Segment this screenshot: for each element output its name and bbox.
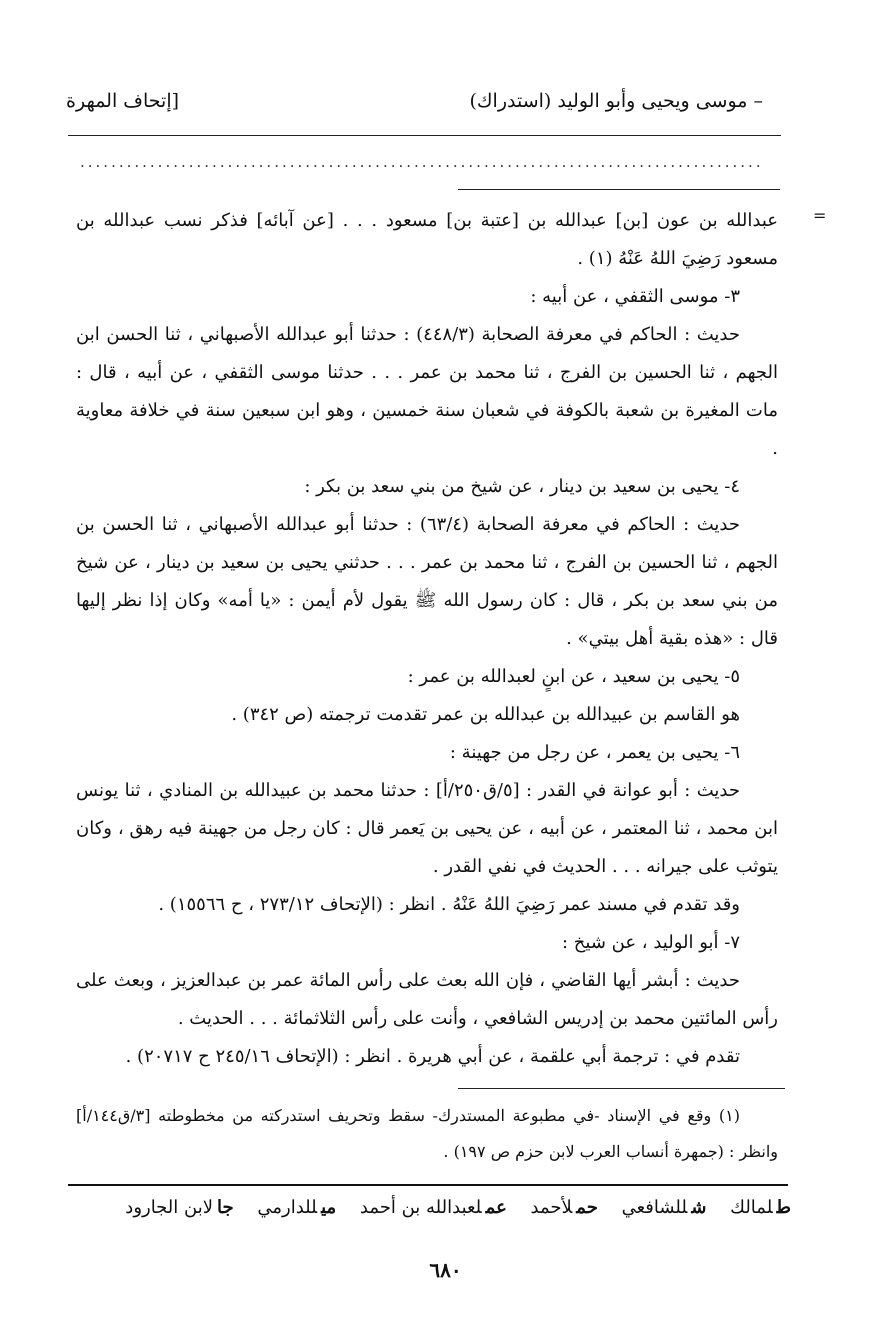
footnote-rule: [458, 1088, 785, 1089]
note-paragraph: وقد تقدم في مسند عمر رَضِيَ اللهُ عَنْهُ . انظر : (الإتحاف ٢٧٣/١٢ ، ح ١٥٥٦٦) .: [158, 894, 740, 915]
dotted-separator: ........................................................................................: [80, 156, 764, 168]
footnote-text: (١) وقع في الإسناد -في مطبوعة المستدرك- سقط وتحريف استدركته من مخطوطته [٣/ق١٤٤/أ] وانظر : (جمهرة أنساب العرب لابن حزم ص ١٩٧) .: [76, 1106, 778, 1161]
abbreviation-code: ط: [776, 1197, 791, 1218]
hadith-paragraph: حديث : أبو عوانة في القدر : [٥/ق٢٥٠/أ] : حدثنا محمد بن عبيدالله بن المنادي ، ثنا يونس ابن محمد ، ثنا المعتمر ، عن أبيه ، عن يحيى بن يَعمر قال : كان رجل من جهينة فيه رهق ، وكان يتوثب على جيرانه . . . الحديث في نفي القدر .: [76, 780, 778, 877]
entry-heading: ٤- يحيى بن سعيد بن دينار ، عن شيخ من بني سعد بن بكر :: [304, 476, 740, 497]
footnotes: [76, 1098, 778, 1170]
entry-heading: ٧- أبو الوليد ، عن شيخ :: [562, 932, 740, 953]
abbreviation-label: لابن الجارود: [125, 1197, 213, 1218]
abbreviation-item: [730, 1197, 791, 1218]
abbreviation-item: [531, 1197, 598, 1218]
main-text: [76, 202, 778, 1076]
abbreviation-code: مي: [321, 1197, 337, 1218]
page-number: ٦٨٠: [429, 1258, 462, 1282]
note-paragraph: هو القاسم بن عبيدالله بن عبدالله بن عمر تقدمت ترجمته (ص ٣٤٢) .: [231, 704, 740, 725]
abbreviation-item: [360, 1197, 507, 1218]
abbreviations-legend: [107, 1190, 791, 1226]
abbreviation-item: [125, 1197, 233, 1218]
hadith-paragraph: حديث : أبشر أيها القاضي ، فإن الله بعث على رأس المائة عمر بن عبدالعزيز ، وبعث على رأس المائتين محمد بن إدريس الشافعي ، وأنت على رأس الثلاثمائة . . . الحديث .: [76, 970, 778, 1029]
abbreviation-code: حم: [576, 1197, 598, 1218]
abbreviation-label: للشافعي: [621, 1197, 688, 1218]
hadith-paragraph: حديث : الحاكم في معرفة الصحابة (٤٤٨/٣) : حدثنا أبو عبدالله الأصبهاني ، ثنا الحسن ابن الجهم ، ثنا الحسين بن الفرج ، ثنا محمد بن عمر . . . حدثنا موسى الثقفي ، عن أبيه ، قال : مات المغيرة بن شعبة بالكوفة في شعبان سنة خمسين ، وهو ابن سبعين سنة في خلافة معاوية .: [76, 324, 778, 459]
abbreviation-label: لعبدالله بن أحمد: [359, 1197, 482, 1218]
entry-heading: ٣- موسى الثقفي ، عن أبيه :: [530, 286, 740, 307]
abbreviation-item: [257, 1197, 336, 1218]
running-header-title: – موسى ويحيى وأبو الوليد (استدراك): [469, 90, 763, 112]
short-rule: [458, 189, 780, 190]
abbreviation-label: لمالك: [730, 1197, 773, 1218]
continuation-mark: =: [813, 206, 827, 225]
header-rule: [68, 135, 781, 136]
abbreviation-item: [622, 1197, 707, 1218]
abbreviation-label: للدارمي: [257, 1197, 318, 1218]
note-paragraph: تقدم في : ترجمة أبي علقمة ، عن أبي هريرة . انظر : (الإتحاف ٢٤٥/١٦ ح ٢٠٧١٧) .: [125, 1046, 740, 1067]
abbreviation-label: لأحمد: [530, 1197, 573, 1218]
entry-heading: ٥- يحيى بن سعيد ، عن ابنٍ لعبدالله بن عمر :: [407, 666, 740, 687]
abbreviations-rule: [68, 1184, 788, 1186]
running-header-book: [إتحاف المهرة: [66, 90, 180, 112]
abbreviation-code: جا: [217, 1197, 234, 1218]
paragraph-continuation: عبدالله بن عون [بن] عبدالله بن [عتبة بن] مسعود . . . [عن آبائه] فذكر نسب عبدالله بن مسعود رَضِيَ اللهُ عَنْهُ (١) .: [76, 210, 778, 269]
entry-heading: ٦- يحيى بن يعمر ، عن رجل من جهينة :: [449, 742, 740, 763]
hadith-paragraph: حديث : الحاكم في معرفة الصحابة (٦٣/٤) : حدثنا أبو عبدالله الأصبهاني ، ثنا الحسن بن الجهم ، ثنا الحسين بن الفرج ، ثنا محمد بن عمر . . . حدثني يحيى بن سعيد بن دينار ، عن شيخ من بني سعد بن بكر ، قال : كان رسول الله ﷺ يقول لأم أيمن : «يا أمه» وكان إذا نظر إليها قال : «هذه بقية أهل بيتي» .: [76, 514, 778, 649]
abbreviation-code: ش: [691, 1197, 707, 1218]
abbreviation-code: عم: [485, 1197, 507, 1218]
